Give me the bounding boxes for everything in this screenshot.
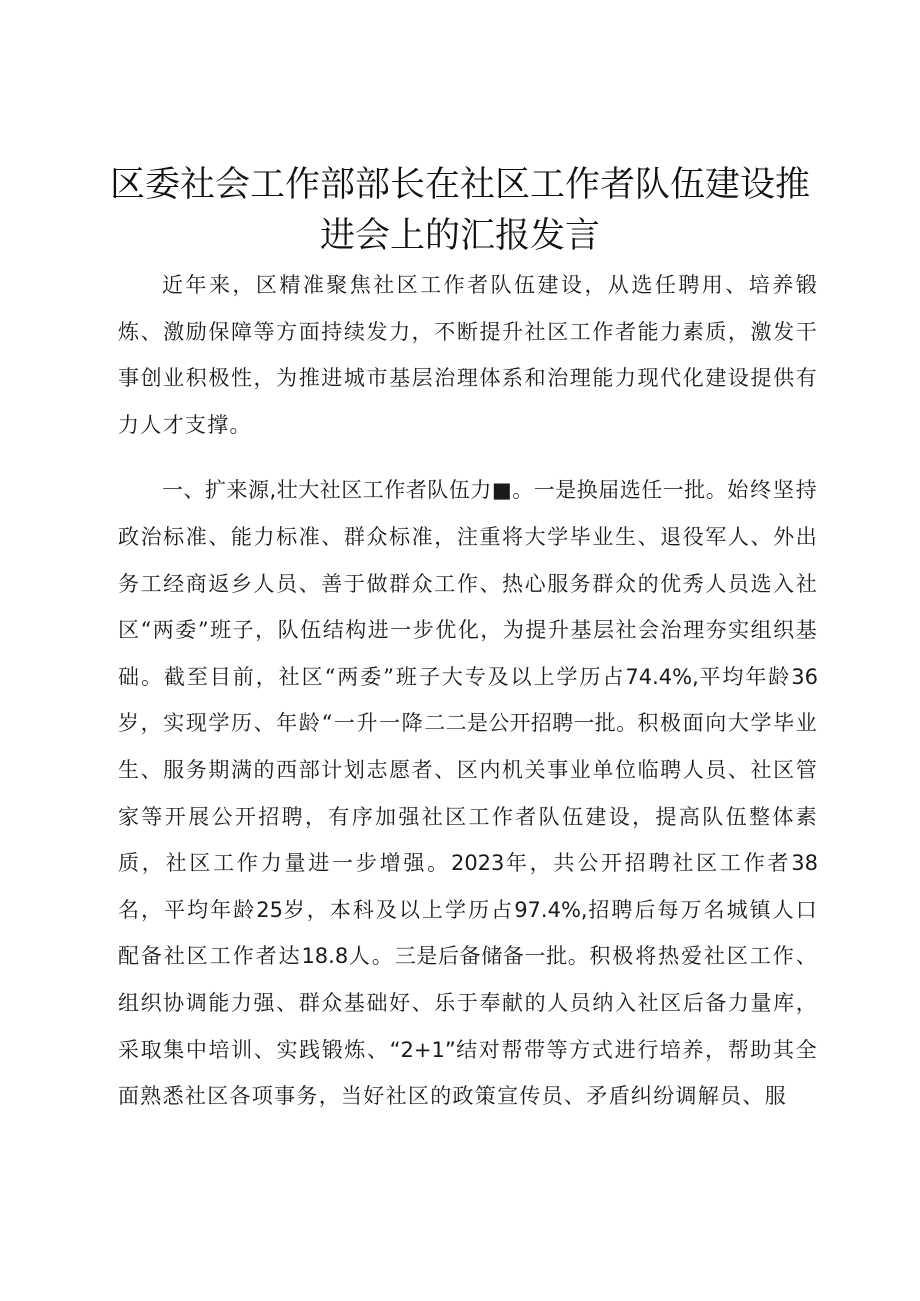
subsection-2-number-b: 38 [791,851,818,876]
subsection-2-text-c: 名，平均年龄 [118,897,257,922]
subsection-3-text-b: 结对帮带等方式进行培养，帮助其全面熟悉社区各项事务，当好社区的政策宣传员、矛盾纠纷调解员、服 [118,1037,818,1109]
subsection-1-text-a: 始终坚持政治标准、能力标准、群众标准，注重将大学毕业生、退役军人、外出务工经商返乡人员、善于做群众工作、热心服务群众的优秀人员选入社区“两委”班子，队伍结构进一步优化，为提升基层社会治理夯实组织基础。截至目前，社区“两委”班子大专及以上学历占 [118,478,819,689]
subsection-1-title: 一是换届选任一批。 [533,478,728,503]
document-body [118,262,818,1120]
subsection-2-text-f: 人。 [348,944,395,969]
title-line-2: 进会上的汇报发言 [319,216,600,256]
subsection-2-number-c: 25 [256,897,283,922]
subsection-2-text-b: 年，共公开招聘社区工作者 [504,851,792,876]
subsection-2-number-a: 2023 [450,851,505,876]
subsection-3-number-a: “2+1” [389,1037,456,1062]
section-1-paragraph [118,467,818,1119]
subsection-2-text-a: 积极面向大学毕业生、服务期满的西部计划志愿者、区内机关事业单位临聘人员、社区管家等开展公开招聘，有序加强社区工作者队伍建设，提高队伍整体素质，社区工作力量进一步增强。 [118,711,819,876]
subsection-2-text-e: 招聘后每万名城镇人口配备社区工作者达 [118,897,819,969]
document-title [90,160,830,262]
subsection-2-text-d: 岁，本科及以上学历占 [283,897,515,922]
subsection-1-text-b: 平均年龄 [698,664,792,689]
subsection-2-number-e: 18.8 [301,944,349,969]
subsection-1-number-a: 74.4%, [625,664,699,689]
title-line-1: 区委社会工作部部长在社区工作者队伍建设推 [109,165,810,205]
subsection-3-text-a: 积极将热爱社区工作、组织协调能力强、群众基础好、乐于奉献的人员纳入社区后备力量库，采取集中培训、实践锻炼、 [118,944,819,1062]
section-1-heading: 一、扩来源,壮大社区工作者队伍力■。 [162,478,534,503]
subsection-1-number-b: 36 [791,664,818,689]
subsection-2-title: 二二是公开招聘一批。 [424,711,638,736]
subsection-2-number-d: 97.4%, [514,897,588,922]
intro-paragraph: 近年来，区精准聚焦社区工作者队伍建设，从选任聘用、培养锻炼、激励保障等方面持续发力，不断提升社区工作者能力素质，激发干事创业积极性，为推进城市基层治理体系和治理能力现代化建设提供有力人才支撑。 [118,273,818,437]
subsection-3-title: 三是后备储备一批。 [394,944,590,969]
subsection-1-text-c: 岁，实现学历、年龄“一升一降 [118,711,425,736]
